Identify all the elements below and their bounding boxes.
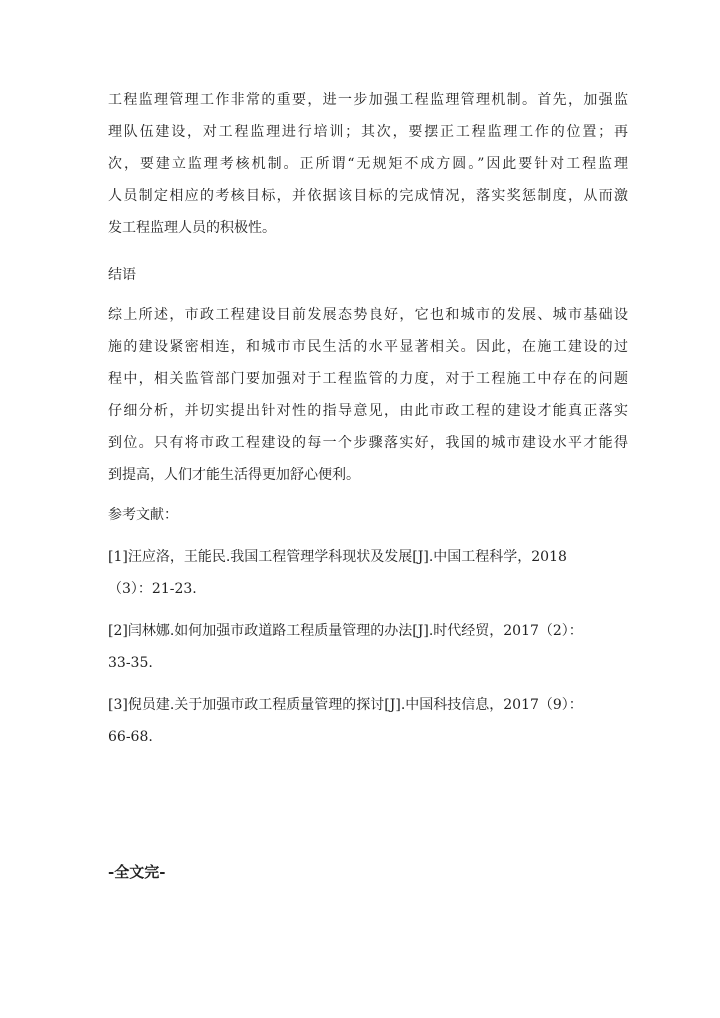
reference-item bbox=[108, 541, 628, 605]
paragraph-line: 综上所述，市政工程建设目前发展态势良好，它也和城市的发展、城市基础设 bbox=[108, 307, 628, 323]
reference-item bbox=[108, 689, 628, 753]
paragraph-line: 到提高，人们才能生活得更加舒心便利。 bbox=[108, 467, 360, 483]
reference-line: 33-35. bbox=[108, 655, 153, 671]
paragraph-line: 施的建设紧密相连，和城市市民生活的水平显著相关。因此，在施工建设的过 bbox=[108, 339, 628, 355]
document-body bbox=[108, 84, 628, 763]
references-heading: 参考文献： bbox=[108, 507, 178, 523]
paragraph-line: 工程监理管理工作非常的重要，进一步加强工程监理管理机制。首先，加强监 bbox=[108, 92, 628, 108]
paragraph-line: 程中，相关监管部门要加强对于工程监管的力度，对于工程施工中存在的问题 bbox=[108, 371, 628, 387]
reference-line: [2]闫林娜.如何加强市政道路工程质量管理的办法[J].时代经贸，2017（2）： bbox=[108, 623, 583, 639]
reference-line: （3）：21-23. bbox=[108, 581, 197, 597]
paragraph-line: 到位。只有将市政工程建设的每一个步骤落实好，我国的城市建设水平才能得 bbox=[108, 435, 628, 451]
reference-line: 66-68. bbox=[108, 729, 153, 745]
paragraph-conclusion bbox=[108, 299, 628, 491]
paragraph-supervision bbox=[108, 84, 628, 244]
paragraph-line: 次，要建立监理考核机制。正所谓“无规矩不成方圆。”因此要针对工程监理 bbox=[108, 156, 628, 172]
reference-line: [3]倪员建.关于加强市政工程质量管理的探讨[J].中国科技信息，2017（9）： bbox=[108, 697, 583, 713]
paragraph-line: 仔细分析，并切实提出针对性的指导意见，由此市政工程的建设才能真正落实 bbox=[108, 403, 628, 419]
paragraph-line: 发工程监理人员的积极性。 bbox=[108, 220, 276, 236]
reference-item bbox=[108, 615, 628, 679]
paragraph-line: 人员制定相应的考核目标，并依据该目标的完成情况，落实奖惩制度，从而激 bbox=[108, 188, 628, 204]
conclusion-heading: 结语 bbox=[108, 267, 136, 283]
reference-list bbox=[108, 541, 628, 753]
paragraph-line: 理队伍建设，对工程监理进行培训；其次，要摆正工程监理工作的位置；再 bbox=[108, 124, 628, 140]
reference-line: [1]汪应洛，王能民.我国工程管理学科现状及发展[J].中国工程科学，2018 bbox=[108, 549, 567, 565]
end-of-document-marker: -全文完- bbox=[108, 863, 166, 881]
